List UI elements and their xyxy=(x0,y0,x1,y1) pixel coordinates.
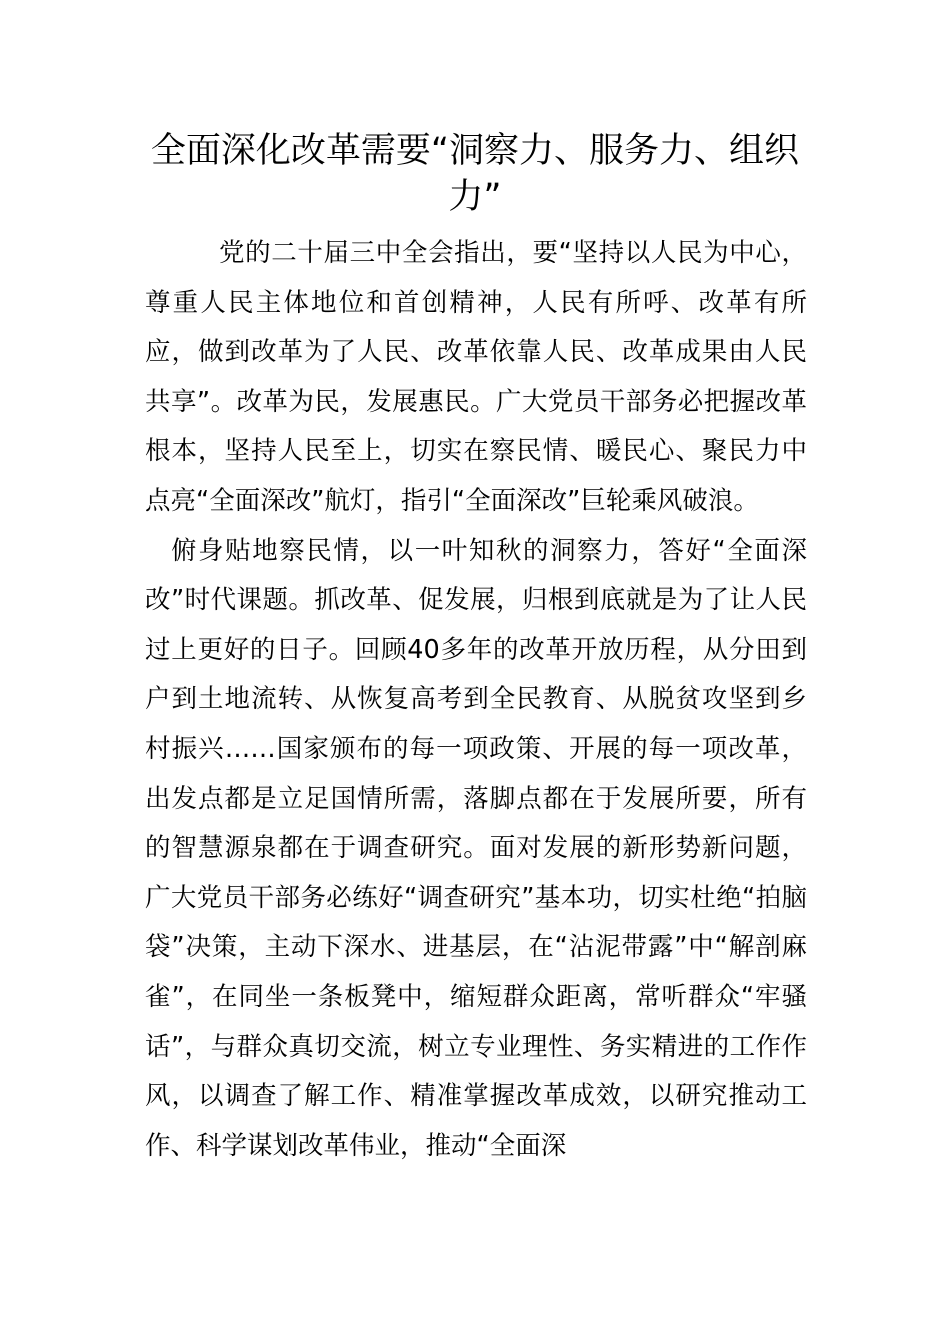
paragraph-1: 党的二十届三中全会指出，要“坚持以人民为中心，尊重人民主体地位和首创精神，人民有所呼、改革有所应，做到改革为了人民、改革依靠人民、改革成果由人民共享”。改革为民，发展惠民。广大党员干部务必把握改革根本，坚持人民至上，切实在察民情、暖民心、聚民力中点亮“全面深改”航灯，指引“全面深改”巨轮乘风破浪。 xyxy=(145,238,807,516)
document-title: 全面深化改革需要“洞察力、服务力、组织力” xyxy=(150,131,800,217)
paragraph-2: 俯身贴地察民情，以一叶知秋的洞察力，答好“全面深改”时代课题。抓改革、促发展，归根到底就是为了让人民过上更好的日子。回顾40多年的改革开放历程，从分田到户到土地流转、从恢复高考到全民教育、从脱贫攻坚到乡村振兴……国家颁布的每一项政策、开展的每一项改革，出发点都是立足国情所需，落脚点都在于发展所要，所有的智慧源泉都在于调查研究。面对发展的新形势新问题，广大党员干部务必练好“调查研究”基本功，切实杜绝“拍脑袋”决策，主动下深水、进基层，在“沾泥带露”中“解剖麻雀”，在同坐一条板凳中，缩短群众距离，常听群众“牢骚话”，与群众真切交流，树立专业理性、务实精进的工作作风，以调查了解工作、精准掌握改革成效，以研究推动工作、科学谋划改革伟业，推动“全面深 xyxy=(145,535,807,1161)
document-body xyxy=(145,229,807,1171)
